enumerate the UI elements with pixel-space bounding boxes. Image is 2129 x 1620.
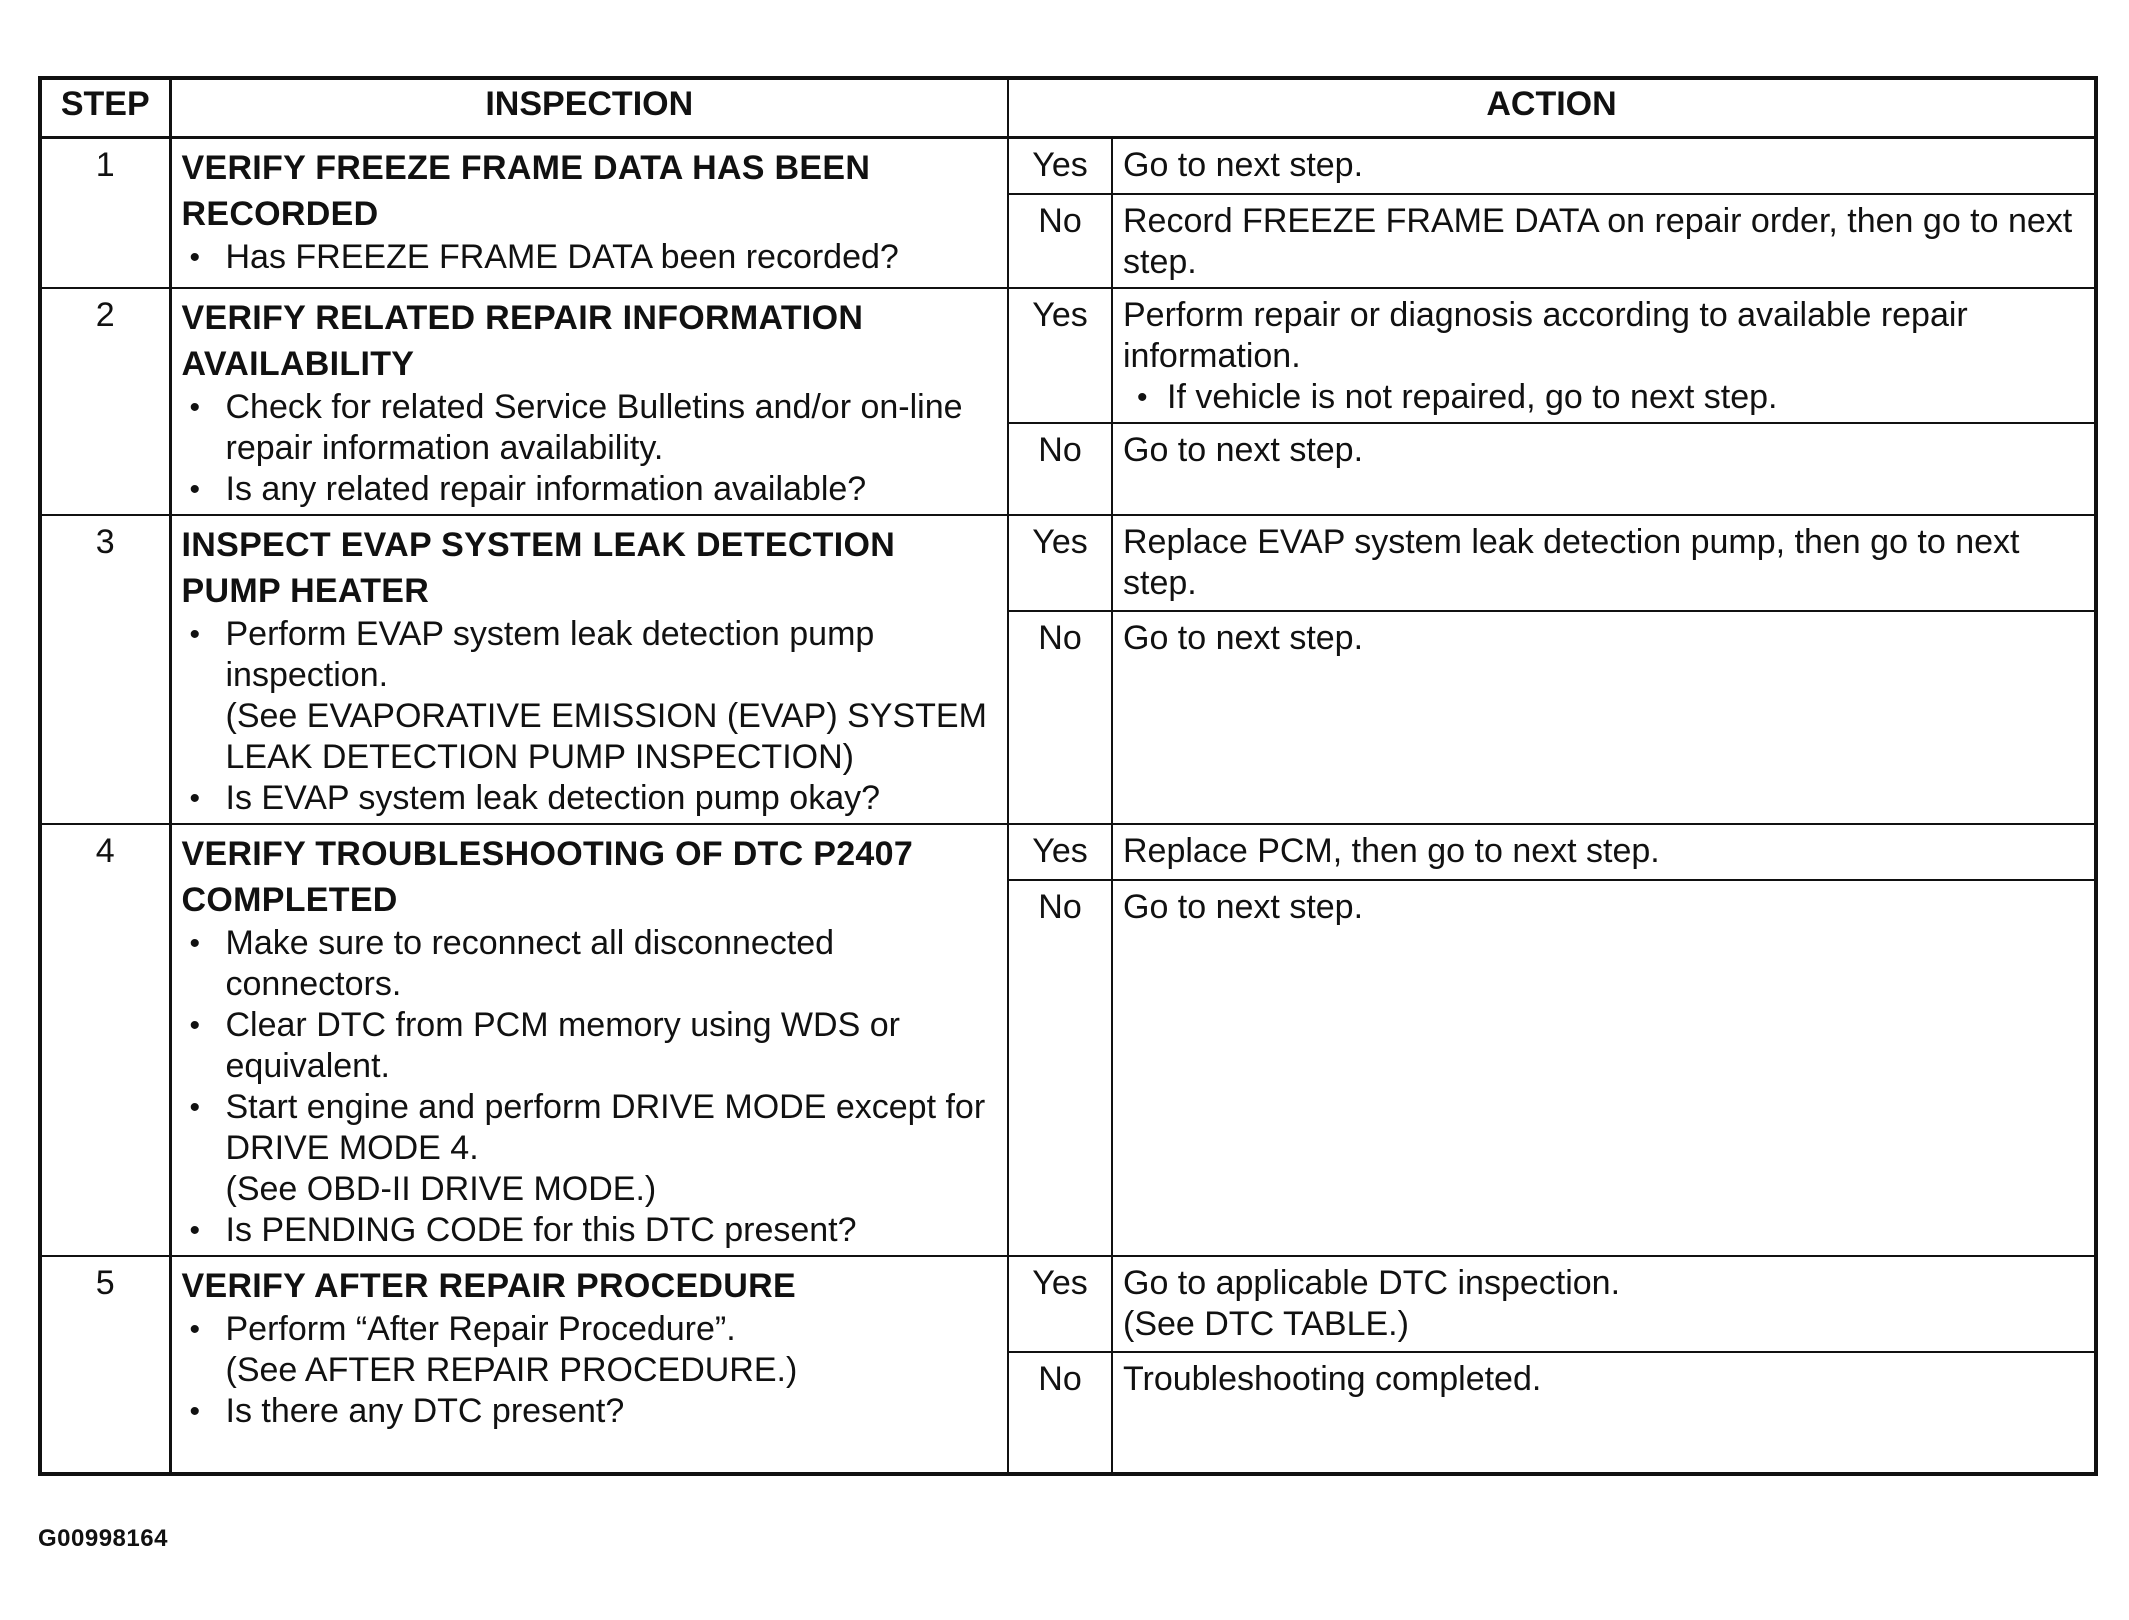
inspection-bullet [226, 614, 998, 778]
answer-yes: Yes [1008, 1256, 1112, 1352]
step-number: 2 [40, 288, 170, 515]
header-inspection: INSPECTION [170, 78, 1008, 138]
step-inspection [170, 515, 1008, 824]
step-number: 5 [40, 1256, 170, 1474]
step-number: 3 [40, 515, 170, 824]
step-5-yes-row [40, 1256, 2096, 1352]
action-no: Record FREEZE FRAME DATA on repair order, then go to next step. [1112, 194, 2096, 288]
inspection-bullet: • Is any related repair information available? [226, 469, 998, 510]
header-action: ACTION [1008, 78, 2096, 138]
step-title: VERIFY FREEZE FRAME DATA HAS BEEN RECORDED [181, 149, 871, 233]
step-number: 4 [40, 824, 170, 1256]
action-yes: Replace EVAP system leak detection pump, then go to next step. [1112, 515, 2096, 611]
table-header-row [40, 78, 2096, 138]
answer-yes: Yes [1008, 288, 1112, 423]
bullet-note: (See EVAPORATIVE EMISSION (EVAP) SYSTEM LEAK DETECTION PUMP INSPECTION) [225, 697, 987, 776]
action-yes [1112, 1256, 2096, 1352]
step-title: VERIFY AFTER REPAIR PROCEDURE [181, 1267, 796, 1305]
step-title: VERIFY RELATED REPAIR INFORMATION AVAILABILITY [181, 299, 864, 383]
action-no: Troubleshooting completed. [1112, 1352, 2096, 1474]
step-title: INSPECT EVAP SYSTEM LEAK DETECTION PUMP HEATER [181, 526, 896, 610]
step-inspection [170, 288, 1008, 515]
action-no: Go to next step. [1112, 423, 2096, 515]
inspection-bullet [226, 1087, 998, 1210]
inspection-bullet: • Is there any DTC present? [226, 1391, 998, 1432]
action-bullet: • If vehicle is not repaired, go to next step. [1123, 377, 2084, 418]
inspection-bullets [182, 923, 998, 1251]
inspection-bullet: • Clear DTC from PCM memory using WDS or equivalent. [226, 1005, 998, 1087]
inspection-bullet: • Is EVAP system leak detection pump okay? [226, 778, 998, 819]
answer-yes: Yes [1008, 824, 1112, 880]
header-step: STEP [40, 78, 170, 138]
inspection-bullets [182, 1309, 998, 1432]
bullet-text: • Perform “After Repair Procedure”. [225, 1310, 736, 1348]
inspection-bullets [182, 237, 998, 278]
action-yes: Replace PCM, then go to next step. [1112, 824, 2096, 880]
inspection-bullet: • Make sure to reconnect all disconnected connectors. [226, 923, 998, 1005]
diagnostic-procedure-table [38, 76, 2098, 1476]
step-inspection [170, 138, 1008, 289]
answer-yes: Yes [1008, 515, 1112, 611]
inspection-bullet: • Is PENDING CODE for this DTC present? [226, 1210, 998, 1251]
bullet-note: (See AFTER REPAIR PROCEDURE.) [225, 1351, 798, 1389]
figure-id: G00998164 [38, 1525, 168, 1552]
step-1-yes-row [40, 138, 2096, 195]
answer-no: No [1008, 880, 1112, 1256]
bullet-text: • Start engine and perform DRIVE MODE except for DRIVE MODE 4. [225, 1088, 986, 1167]
bullet-note: (See OBD-II DRIVE MODE.) [225, 1170, 657, 1208]
action-no: Go to next step. [1112, 611, 2096, 824]
step-number: 1 [40, 138, 170, 289]
step-3-yes-row [40, 515, 2096, 611]
answer-yes: Yes [1008, 138, 1112, 195]
action-note: (See DTC TABLE.) [1123, 1305, 1409, 1343]
action-text: Go to applicable DTC inspection. [1123, 1264, 1621, 1302]
inspection-bullet: • Has FREEZE FRAME DATA been recorded? [226, 237, 998, 278]
answer-no: No [1008, 194, 1112, 288]
step-inspection [170, 1256, 1008, 1474]
action-text: Perform repair or diagnosis according to available repair information. [1123, 296, 1968, 375]
answer-no: No [1008, 611, 1112, 824]
inspection-bullets [182, 387, 998, 510]
step-4-yes-row [40, 824, 2096, 880]
step-2-yes-row [40, 288, 2096, 423]
step-title: VERIFY TROUBLESHOOTING OF DTC P2407 COMPLETED [181, 835, 914, 919]
inspection-bullet [226, 1309, 998, 1391]
answer-no: No [1008, 423, 1112, 515]
action-no: Go to next step. [1112, 880, 2096, 1256]
answer-no: No [1008, 1352, 1112, 1474]
step-inspection [170, 824, 1008, 1256]
action-yes: Go to next step. [1112, 138, 2096, 195]
inspection-bullets [182, 614, 998, 819]
bullet-text: • Perform EVAP system leak detection pump inspection. [225, 615, 875, 694]
inspection-bullet: • Check for related Service Bulletins and/or on-line repair information availability. [226, 387, 998, 469]
action-yes [1112, 288, 2096, 423]
